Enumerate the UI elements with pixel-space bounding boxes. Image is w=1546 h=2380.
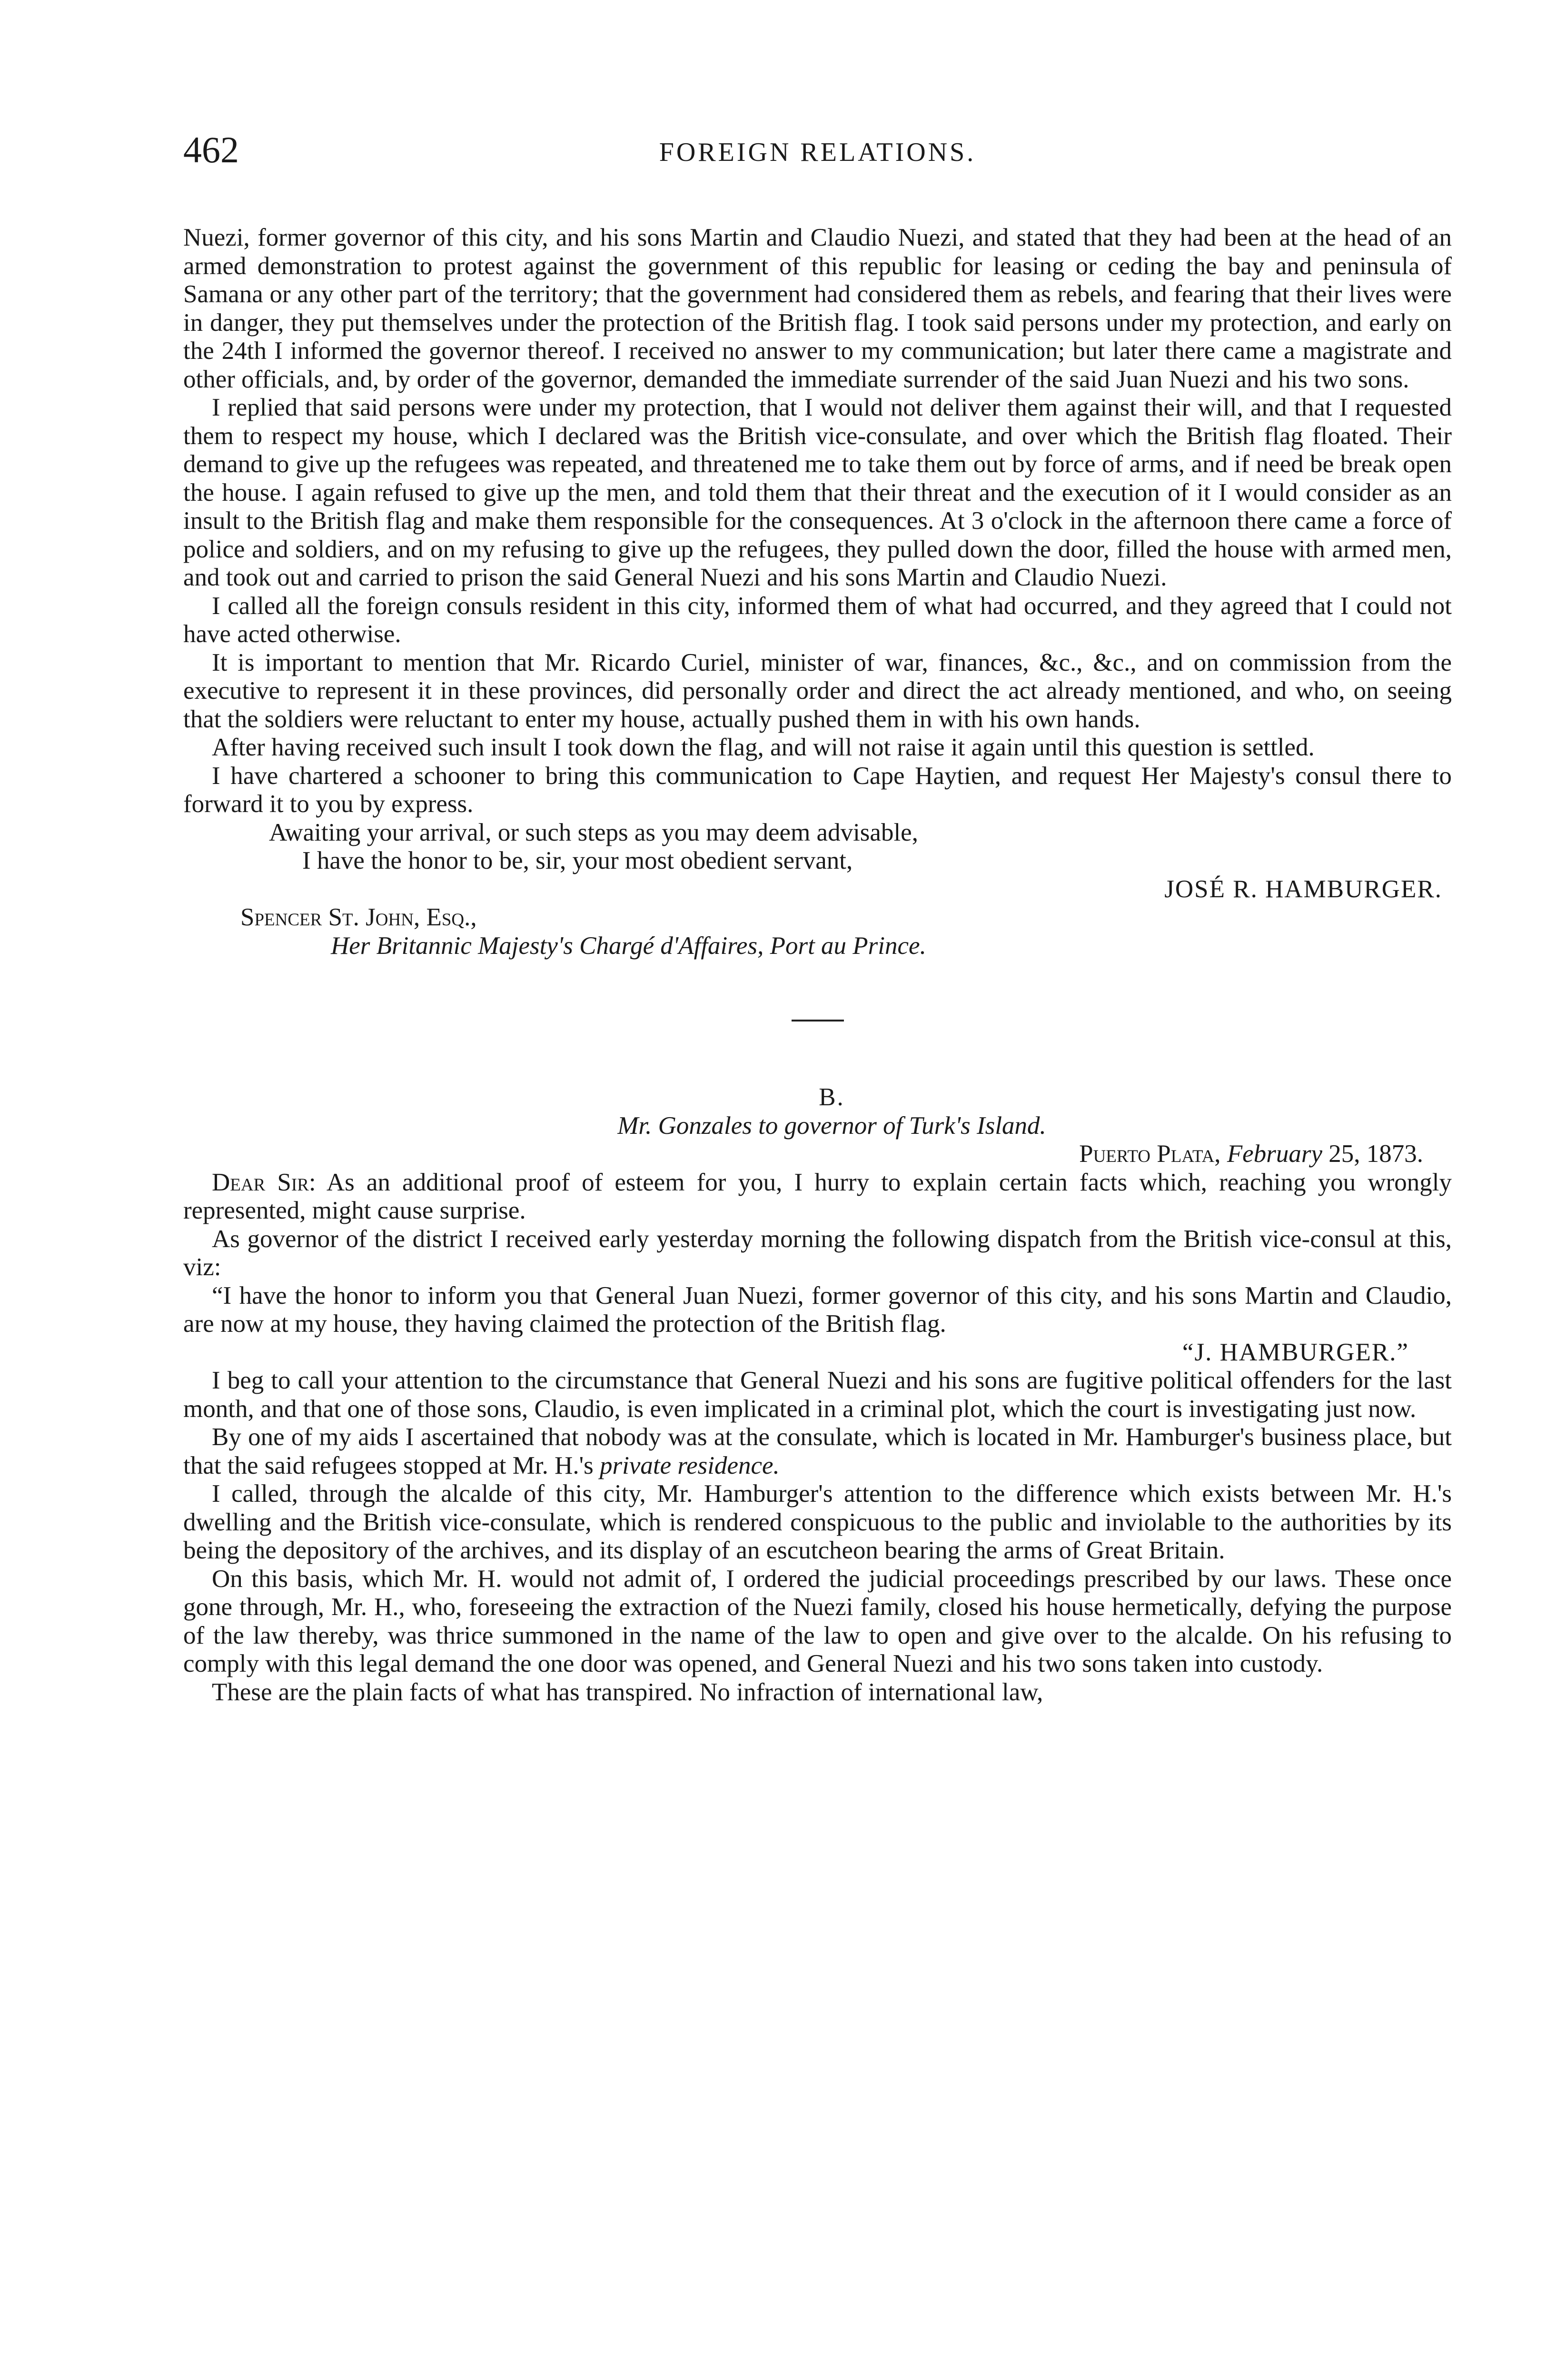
- dateline-year: 25, 1873.: [1328, 1140, 1423, 1168]
- paragraph: I replied that said persons were under my protection, that I would not deliver them against their will, and that I requested them to respect my house, which I declared was the British vice-consulate, and over which the British flag floated. Their demand to give up the refugees was repeated, and threatened me to take them out by force of arms, and if need be break open the house. I again refused to give up the men, and told them that their threat and the execution of it I would consider as an insult to the British flag and make them responsible for the consequences. At 3 o'clock in the afternoon there came a force of police and soldiers, and on my refusing to give up the refugees, they pulled down the door, filled the house with armed men, and took out and carried to prison the said General Nuezi and his sons Martin and Claudio Nuezi.: [183, 394, 1452, 591]
- paragraph: [183, 1169, 1452, 1225]
- paragraph: These are the plain facts of what has transpired. No infraction of international law,: [212, 1678, 1043, 1706]
- paragraph: I beg to call your attention to the circumstance that General Nuezi and his sons are fugitive political offenders for the last month, and that one of those sons, Claudio, is even implicated in a criminal plot, which the court is investigating just now.: [183, 1367, 1452, 1423]
- closing-line: Awaiting your arrival, or such steps as you may deem advisable,: [269, 818, 918, 846]
- addressee-title: Her Britannic Majesty's Chargé d'Affaires, Port au Prince.: [331, 932, 926, 960]
- paragraph: On this basis, which Mr. H. would not admit of, I ordered the judicial proceedings prescribed by our laws. These once gone through, Mr. H., who, foreseeing the extraction of the Nuezi family, closed his house hermetically, defying the purpose of the law thereby, was thrice summoned in the name of the law to open and give over to the alcalde. On his refusing to comply with this legal demand the one door was opened, and General Nuezi and his two sons taken into custody.: [183, 1565, 1452, 1677]
- paragraph: After having received such insult I took down the flag, and will not raise it again until this question is settled.: [212, 734, 1315, 761]
- section-letter: B.: [819, 1083, 845, 1111]
- dateline-place: Puerto Plata,: [1079, 1140, 1221, 1168]
- letter-subtitle: Mr. Gonzales to governor of Turk's Island.: [617, 1111, 1046, 1140]
- signature: JOSÉ R. HAMBURGER.: [1164, 875, 1442, 903]
- paragraph: It is important to mention that Mr. Ricardo Curiel, minister of war, finances, &c., &c., and on commission from the executive to represent it in these provinces, did personally order and direct the act already mentioned, and who, on seeing that the soldiers were reluctant to enter my house, actually pushed them in with his own hands.: [183, 648, 1452, 733]
- paragraph: I called all the foreign consuls resident in this city, informed them of what had occurred, and they agreed that I could not have acted otherwise.: [183, 592, 1452, 648]
- running-head: FOREIGN RELATIONS.: [659, 138, 976, 167]
- paragraph-text: By one of my aids I ascertained that nobody was at the consulate, which is located in Mr. Hamburger's business place, but that the said refugees stopped at Mr. H.'s: [183, 1423, 1452, 1479]
- paragraph: I called, through the alcalde of this city, Mr. Hamburger's attention to the difference which exists between Mr. H.'s dwelling and the British vice-consulate, which is rendered conspicuous to the public and inviolable to the authorities by its being the depository of the archives, and its display of an escutcheon bearing the arms of Great Britain.: [183, 1480, 1452, 1564]
- addressee: Spencer St. John, Esq.,: [240, 903, 477, 931]
- dateline: [183, 1140, 1452, 1169]
- paragraph: As governor of the district I received early yesterday morning the following dispatch from the British vice-consul at this, viz:: [183, 1225, 1452, 1281]
- section-divider: [792, 1020, 844, 1021]
- emphasis-text: private residence.: [600, 1451, 780, 1479]
- document-body: [183, 224, 1452, 1706]
- closing-line: I have the honor to be, sir, your most obedient servant,: [302, 847, 853, 874]
- salutation: Dear Sir:: [212, 1168, 316, 1196]
- paragraph: [183, 1423, 1452, 1480]
- paragraph: Nuezi, former governor of this city, and his sons Martin and Claudio Nuezi, and stated that they had been at the head of an armed demonstration to protest against the government of this republic for leasing or ceding the bay and peninsula of Samana or any other part of the territory; that the government had considered them as rebels, and fearing that their lives were in danger, they put themselves under the protection of the British flag. I took said persons under my protection, and early on the 24th I informed the governor thereof. I received no answer to my communication; but later there came a magistrate and other officials, and, by order of the governor, demanded the immediate surrender of the said Juan Nuezi and his two sons.: [183, 224, 1452, 393]
- page-number: 462: [183, 129, 239, 170]
- quoted-dispatch: “I have the honor to inform you that General Juan Nuezi, former governor of this city, and his sons Martin and Claudio, are now at my house, they having claimed the protection of the British flag.: [183, 1281, 1452, 1338]
- page-header: [183, 129, 1452, 195]
- quote-signature: “J. HAMBURGER.”: [1182, 1338, 1409, 1366]
- dateline-month: February: [1227, 1140, 1322, 1168]
- paragraph-text: As an additional proof of esteem for you, I hurry to explain certain facts which, reaching you wrongly represented, might cause surprise.: [183, 1168, 1452, 1224]
- paragraph: I have chartered a schooner to bring this communication to Cape Haytien, and request Her Majesty's consul there to forward it to you by express.: [183, 762, 1452, 818]
